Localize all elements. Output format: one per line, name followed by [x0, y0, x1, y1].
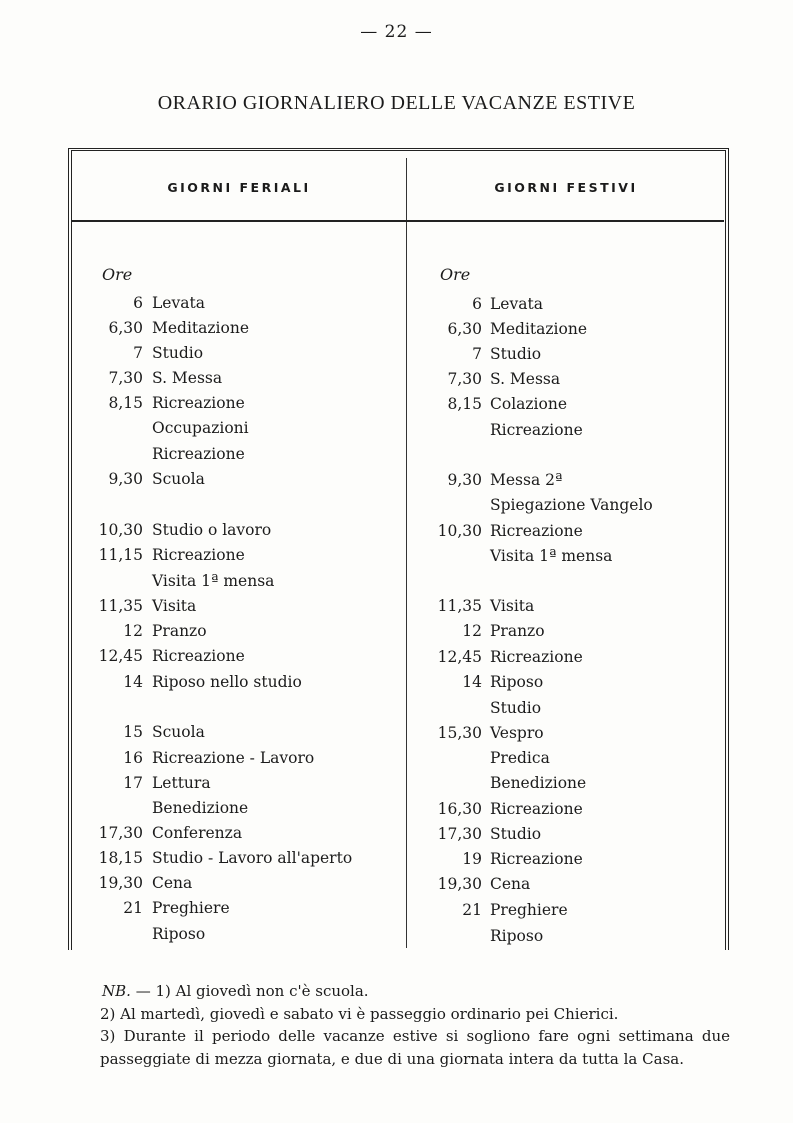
- activity-cell: Scuola: [152, 723, 205, 741]
- activity-cell: Levata: [152, 294, 205, 312]
- time-cell: 21: [123, 899, 143, 917]
- time-cell: 15,30: [437, 724, 482, 742]
- time-cell: 14: [123, 673, 143, 691]
- time-cell: 9,30: [447, 471, 482, 489]
- footnotes: [70, 980, 730, 1070]
- header-giorni-feriali: GIORNI FERIALI: [167, 180, 311, 195]
- note-3: 3) Durante il periodo delle vacanze estive si sogliono fare ogni settimana due passeggiate di mezza giornata, e due di una giornata intera da tutta la Casa.: [100, 1027, 730, 1068]
- activity-cell: Preghiere: [152, 899, 230, 917]
- activity-cell: Studio - Lavoro all'aperto: [152, 849, 353, 867]
- time-cell: 16,30: [437, 800, 482, 818]
- page-number: — 22 —: [360, 22, 433, 42]
- activity-cell: Studio o lavoro: [152, 521, 272, 539]
- activity-cell: Studio: [152, 344, 204, 362]
- activity-cell: Pranzo: [490, 622, 545, 640]
- activity-cell: Occupazioni: [152, 419, 249, 437]
- time-cell: 11,35: [98, 597, 143, 615]
- ore-label-festivi: Ore: [440, 265, 471, 284]
- nb-label: NB.: [102, 982, 131, 1000]
- time-cell: 6,30: [447, 320, 482, 338]
- activity-cell: Ricreazione: [490, 800, 583, 818]
- time-cell: 16: [123, 749, 143, 767]
- time-cell: 19,30: [98, 874, 143, 892]
- activity-cell: Visita: [490, 597, 535, 615]
- time-cell: 17,30: [437, 825, 482, 843]
- time-cell: 12: [462, 622, 482, 640]
- activity-cell: Ricreazione: [152, 445, 245, 463]
- note-1: [70, 980, 730, 1003]
- activity-cell: Riposo: [490, 673, 544, 691]
- time-cell: 18,15: [98, 849, 143, 867]
- time-cell: 7,30: [108, 369, 143, 387]
- activity-cell: Benedizione: [490, 774, 587, 792]
- activity-cell: Pranzo: [152, 622, 207, 640]
- page-title: ORARIO GIORNALIERO DELLE VACANZE ESTIVE: [157, 92, 636, 114]
- time-cell: 10,30: [98, 521, 143, 539]
- activity-cell: Ricreazione: [490, 648, 583, 666]
- activity-cell: Levata: [490, 295, 543, 313]
- time-cell: 19,30: [437, 875, 482, 893]
- activity-cell: Meditazione: [490, 320, 588, 338]
- column-divider: [406, 158, 407, 948]
- time-cell: 12,45: [437, 648, 482, 666]
- activity-cell: Preghiere: [490, 901, 568, 919]
- activity-cell: Meditazione: [152, 319, 250, 337]
- activity-cell: Visita: [152, 597, 197, 615]
- activity-cell: Ricreazione: [152, 546, 245, 564]
- activity-cell: Visita 1ª mensa: [490, 547, 613, 565]
- time-cell: 11,35: [437, 597, 482, 615]
- time-cell: 6: [472, 295, 482, 313]
- activity-cell: Ricreazione: [152, 647, 245, 665]
- activity-cell: Ricreazione: [490, 522, 583, 540]
- activity-cell: Riposo nello studio: [152, 673, 302, 691]
- note-2: 2) Al martedì, giovedì e sabato vi è passeggio ordinario pei Chierici.: [100, 1004, 619, 1023]
- activity-cell: Cena: [152, 874, 193, 892]
- activity-cell: S. Messa: [490, 370, 561, 388]
- time-cell: 10,30: [437, 522, 482, 540]
- time-cell: 12,45: [98, 647, 143, 665]
- time-cell: 19: [462, 850, 482, 868]
- time-cell: 7: [133, 344, 143, 362]
- activity-cell: Studio: [490, 699, 542, 717]
- activity-cell: Ricreazione: [490, 421, 583, 439]
- time-cell: 11,15: [98, 546, 143, 564]
- activity-cell: Ricreazione - Lavoro: [152, 749, 315, 767]
- activity-cell: Riposo: [490, 927, 544, 945]
- activity-cell: Vespro: [490, 724, 544, 742]
- time-cell: 17: [123, 774, 143, 792]
- activity-cell: Spiegazione Vangelo: [490, 496, 653, 514]
- note-1-text: — 1) Al giovedì non c'è scuola.: [135, 982, 369, 1000]
- activity-cell: Ricreazione: [490, 850, 583, 868]
- activity-cell: Cena: [490, 875, 531, 893]
- activity-cell: Studio: [490, 345, 542, 363]
- activity-cell: Ricreazione: [152, 394, 245, 412]
- ore-label-feriali: Ore: [102, 265, 133, 284]
- activity-cell: Riposo: [152, 925, 206, 943]
- activity-cell: Predica: [490, 749, 550, 767]
- activity-cell: Scuola: [152, 470, 205, 488]
- time-cell: 8,15: [447, 395, 482, 413]
- activity-cell: Lettura: [152, 774, 211, 792]
- time-cell: 14: [462, 673, 482, 691]
- time-cell: 12: [123, 622, 143, 640]
- time-cell: 6,30: [108, 319, 143, 337]
- header-giorni-festivi: GIORNI FESTIVI: [494, 180, 638, 195]
- activity-cell: Benedizione: [152, 799, 249, 817]
- time-cell: 7,30: [447, 370, 482, 388]
- activity-cell: Colazione: [490, 395, 568, 413]
- activity-cell: Visita 1ª mensa: [152, 572, 275, 590]
- activity-cell: S. Messa: [152, 369, 223, 387]
- time-cell: 21: [462, 901, 482, 919]
- time-cell: 8,15: [108, 394, 143, 412]
- time-cell: 6: [133, 294, 143, 312]
- activity-cell: Conferenza: [152, 824, 243, 842]
- time-cell: 7: [472, 345, 482, 363]
- header-rule: [72, 220, 724, 222]
- time-cell: 17,30: [98, 824, 143, 842]
- activity-cell: Messa 2ª: [490, 471, 563, 489]
- time-cell: 9,30: [108, 470, 143, 488]
- time-cell: 15: [123, 723, 143, 741]
- activity-cell: Studio: [490, 825, 542, 843]
